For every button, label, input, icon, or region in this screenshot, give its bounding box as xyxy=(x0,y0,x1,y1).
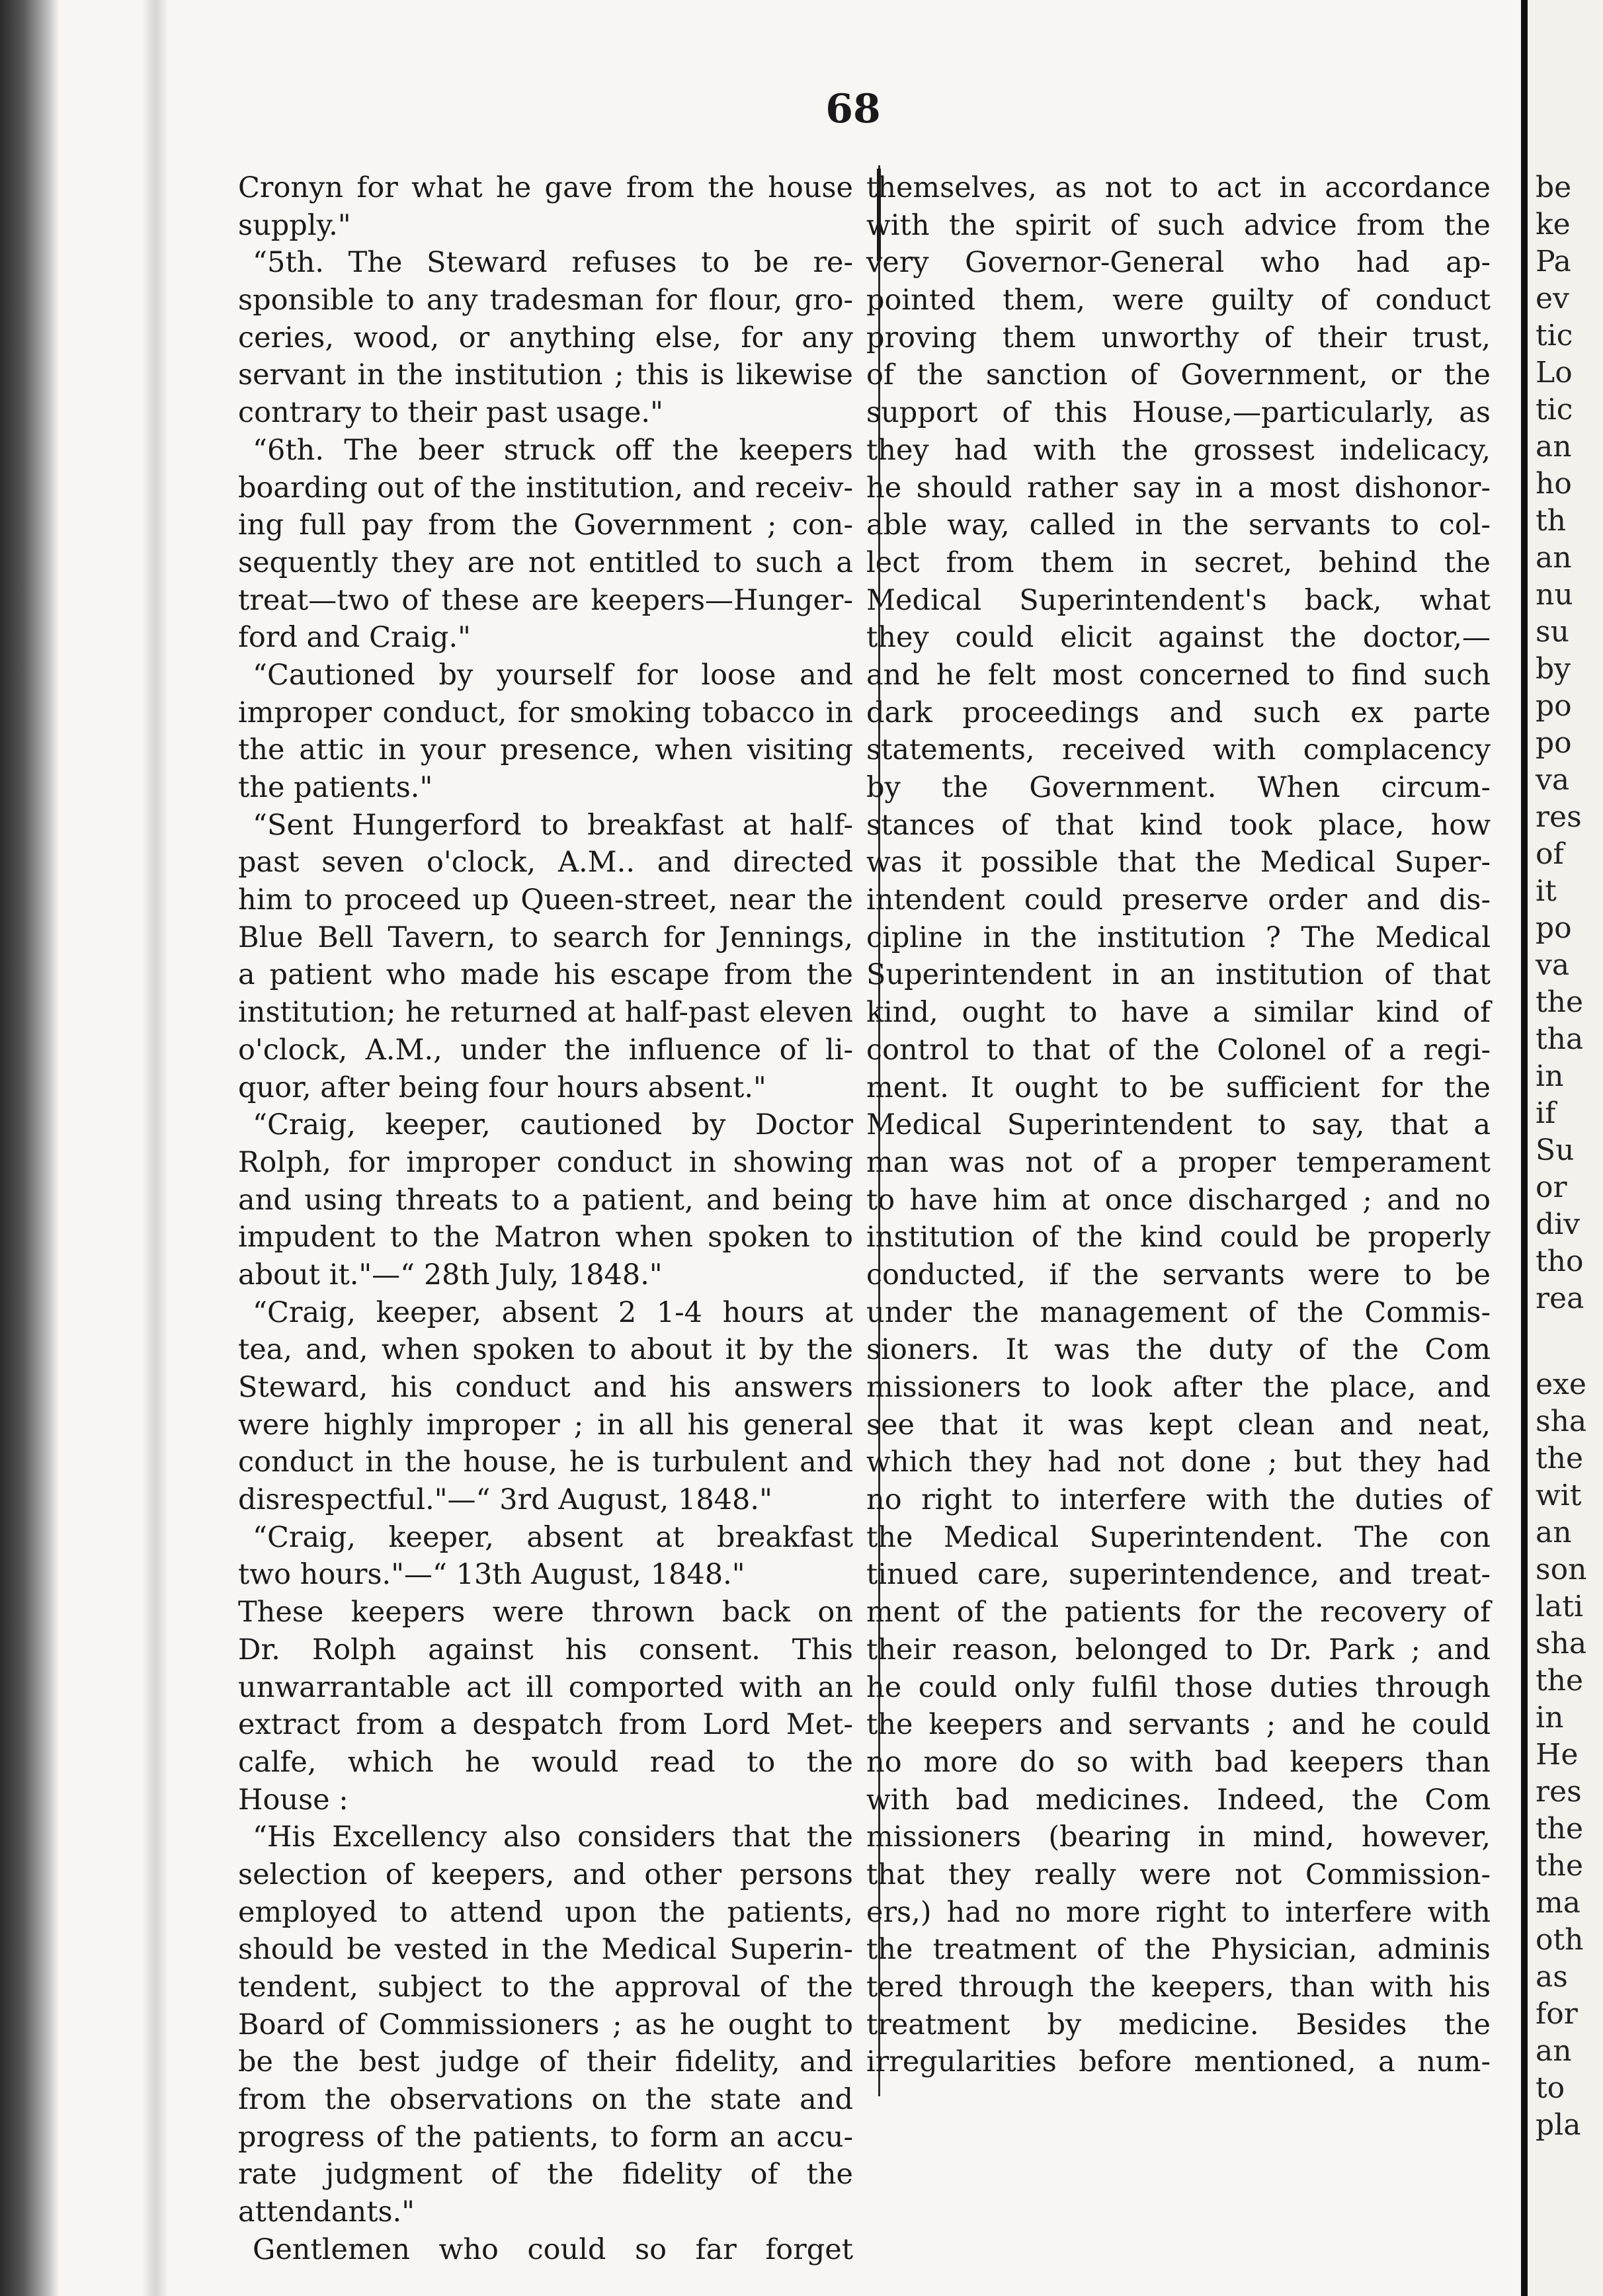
facing-page-fragment: sha xyxy=(1536,1627,1587,1660)
text-line: man was not of a proper temperament xyxy=(866,1145,1491,1179)
left-column xyxy=(238,169,853,2269)
facing-page-fragment: be xyxy=(1536,171,1572,204)
text-line: tea, and, when spoken to about it by the xyxy=(238,1333,853,1367)
text-line: were highly improper ; in all his general xyxy=(238,1408,853,1442)
text-line: quor, after being four hours absent." xyxy=(238,1071,766,1104)
text-line: two hours."—“ 13th August, 1848." xyxy=(238,1558,745,1592)
text-line: contrary to their past usage." xyxy=(238,396,663,430)
text-line: their reason, belonged to Dr. Park ; and xyxy=(866,1633,1491,1666)
text-line: boarding out of the institution, and receiv- xyxy=(238,471,853,505)
facing-page-fragment: in xyxy=(1536,1059,1564,1093)
facing-page-fragment: va xyxy=(1536,948,1570,982)
text-line: “Sent Hungerford to breakfast at half- xyxy=(253,808,853,842)
text-line: should be vested in the Medical Superin- xyxy=(238,1933,853,1967)
facing-page-fragment: ke xyxy=(1536,208,1571,241)
text-line: the patients." xyxy=(238,771,433,804)
facing-page-fragment: ho xyxy=(1536,467,1572,501)
text-line: lect from them in secret, behind the xyxy=(866,546,1491,579)
facing-page-fragment: the xyxy=(1536,1442,1584,1475)
text-line: cipline in the institution ? The Medical xyxy=(866,921,1491,954)
text-line: Dr. Rolph against his consent. This xyxy=(238,1633,853,1666)
text-line: Board of Commissioners ; as he ought to xyxy=(238,2008,853,2041)
facing-page-fragment: res xyxy=(1536,1775,1582,1809)
text-line: These keepers were thrown back on xyxy=(238,1596,853,1629)
text-line: the treatment of the Physician, adminis xyxy=(866,1933,1491,1967)
text-line: “5th. The Steward refuses to be re- xyxy=(253,246,853,280)
facing-page-fragment: wit xyxy=(1536,1479,1582,1512)
facing-page-fragment: rea xyxy=(1536,1282,1584,1315)
facing-page-fragment: po xyxy=(1536,689,1572,723)
text-line: progress of the patients, to form an accu- xyxy=(238,2120,853,2154)
facing-page-fragment: nu xyxy=(1536,578,1573,612)
text-line: “His Excellency also considers that the xyxy=(253,1821,853,1854)
text-line: unwarrantable act ill comported with an xyxy=(238,1670,853,1704)
text-line: Gentlemen who could so far forget xyxy=(253,2233,853,2266)
text-line: institution of the kind could be properly xyxy=(866,1221,1491,1254)
text-line: improper conduct, for smoking tobacco in xyxy=(238,696,853,729)
facing-page-fragment: an xyxy=(1536,541,1572,575)
facing-page-fragment: He xyxy=(1536,1738,1579,1772)
text-line: no more do so with bad keepers than xyxy=(866,1745,1491,1779)
text-line: dark proceedings and such ex parte xyxy=(866,696,1491,729)
facing-page-fragment: tho xyxy=(1536,1245,1584,1278)
binding-shadow xyxy=(0,0,60,2296)
text-line: House : xyxy=(238,1783,349,1817)
facing-page-edge xyxy=(1521,0,1528,2296)
text-line: see that it was kept clean and neat, xyxy=(866,1408,1491,1442)
text-line: and he felt most concerned to find such xyxy=(866,658,1491,692)
text-line: servant in the institution ; this is likewise xyxy=(238,358,853,392)
text-line: of the sanction of Government, or the xyxy=(866,358,1491,392)
facing-page-fragment: son xyxy=(1536,1553,1587,1586)
facing-page-fragment: for xyxy=(1536,1997,1578,2031)
facing-page-fragment: in xyxy=(1536,1701,1564,1735)
text-line: ford and Craig." xyxy=(238,621,471,655)
facing-page-fragment: exe xyxy=(1536,1368,1586,1401)
facing-page-fragment: su xyxy=(1536,615,1569,649)
text-line: “Cautioned by yourself for loose and xyxy=(253,658,853,692)
text-line: conducted, if the servants were to be xyxy=(866,1258,1491,1292)
facing-page-fragment: tha xyxy=(1536,1022,1584,1056)
text-line: they could elicit against the doctor,— xyxy=(866,621,1491,655)
facing-page xyxy=(1528,0,1603,2296)
facing-page-fragment: tic xyxy=(1536,393,1573,427)
text-line: attendants." xyxy=(238,2195,415,2229)
text-line: rate judgment of the fidelity of the xyxy=(238,2158,853,2192)
text-line: very Governor-General who had ap- xyxy=(866,246,1491,280)
facing-page-fragment: po xyxy=(1536,911,1572,945)
text-line: him to proceed up Queen-street, near the xyxy=(238,883,853,917)
text-line: no right to interfere with the duties of xyxy=(866,1483,1491,1517)
text-line: pointed them, were guilty of conduct xyxy=(866,284,1491,317)
text-line: was it possible that the Medical Super- xyxy=(866,846,1491,880)
text-line: Rolph, for improper conduct in showing xyxy=(238,1145,853,1179)
text-line: disrespectful."—“ 3rd August, 1848." xyxy=(238,1483,772,1517)
text-line: the Medical Superintendent. The con xyxy=(866,1520,1491,1554)
facing-page-fragment: pla xyxy=(1536,2108,1581,2142)
text-line: irregularities before mentioned, a num- xyxy=(866,2045,1491,2079)
text-line: ceries, wood, or anything else, for any xyxy=(238,321,853,354)
text-line: missioners (bearing in mind, however, xyxy=(866,1821,1491,1854)
text-line: kind, ought to have a similar kind of xyxy=(866,996,1491,1030)
facing-page-fragment: ev xyxy=(1536,282,1569,315)
text-line: employed to attend upon the patients, xyxy=(238,1895,853,1929)
text-line: from the observations on the state and xyxy=(238,2083,853,2117)
facing-page-fragment: Pa xyxy=(1536,245,1571,278)
text-line: stances of that kind took place, how xyxy=(866,808,1491,842)
text-line: by the Government. When circum- xyxy=(866,771,1491,804)
facing-page-fragment: of xyxy=(1536,837,1564,871)
text-line: that they really were not Commission- xyxy=(866,1858,1491,1891)
facing-page-fragment: po xyxy=(1536,726,1572,760)
facing-page-fragment: to xyxy=(1536,2071,1565,2105)
text-line: the keepers and servants ; and he could xyxy=(866,1708,1491,1742)
text-line: and using threats to a patient, and being xyxy=(238,1183,853,1217)
text-line: tinued care, superintendence, and treat- xyxy=(866,1558,1491,1592)
text-line: extract from a despatch from Lord Met- xyxy=(238,1708,853,1742)
text-line: “Craig, keeper, absent at breakfast xyxy=(253,1520,853,1554)
text-line: Blue Bell Tavern, to search for Jennings, xyxy=(238,921,853,954)
facing-page-fragment: ma xyxy=(1536,1886,1581,1920)
text-line: the attic in your presence, when visiting xyxy=(238,733,853,767)
text-line: support of this House,—particularly, as xyxy=(866,396,1491,430)
text-line: supply." xyxy=(238,208,351,242)
text-line: past seven o'clock, A.M.. and directed xyxy=(238,846,853,880)
text-line: sioners. It was the duty of the Com xyxy=(866,1333,1491,1367)
text-line: treat—two of these are keepers—Hunger- xyxy=(238,583,853,617)
text-line: with bad medicines. Indeed, the Com xyxy=(866,1783,1491,1817)
text-line: o'clock, A.M., under the influence of li- xyxy=(238,1033,853,1067)
facing-page-fragment: an xyxy=(1536,1516,1572,1549)
text-line: proving them unworthy of their trust, xyxy=(866,321,1491,354)
text-line: themselves, as not to act in accordance xyxy=(866,171,1491,204)
facing-page-fragment: the xyxy=(1536,1849,1584,1883)
facing-page-fragment: an xyxy=(1536,2034,1572,2068)
text-line: ment of the patients for the recovery of xyxy=(866,1596,1491,1629)
facing-page-fragment: th xyxy=(1536,504,1567,538)
facing-page-fragment: oth xyxy=(1536,1923,1584,1957)
text-line: to have him at once discharged ; and no xyxy=(866,1183,1491,1217)
facing-page-fragment: div xyxy=(1536,1208,1581,1241)
facing-page-fragment: the xyxy=(1536,1812,1584,1846)
facing-page-fragment: Su xyxy=(1536,1133,1575,1167)
text-line: tered through the keepers, than with his xyxy=(866,1971,1491,2004)
text-line: they had with the grossest indelicacy, xyxy=(866,433,1491,467)
text-line: “Craig, keeper, cautioned by Doctor xyxy=(253,1108,853,1142)
facing-page-fragment: if xyxy=(1536,1096,1556,1130)
page-number: 68 xyxy=(825,86,881,132)
text-line: statements, received with complacency xyxy=(866,733,1491,767)
facing-page-fragment: va xyxy=(1536,763,1570,797)
text-line: he should rather say in a most dishonor- xyxy=(866,471,1491,505)
text-line: intendent could preserve order and dis- xyxy=(866,883,1491,917)
text-line: “6th. The beer struck off the keepers xyxy=(253,433,853,467)
binding-fold xyxy=(142,0,169,2296)
text-line: missioners to look after the place, and xyxy=(866,1371,1491,1404)
text-line: Superintendent in an institution of that xyxy=(866,958,1491,992)
text-line: sequently they are not entitled to such a xyxy=(238,546,853,579)
facing-page-fragment: as xyxy=(1536,1960,1568,1994)
text-line: conduct in the house, he is turbulent and xyxy=(238,1446,853,1479)
text-line: Cronyn for what he gave from the house xyxy=(238,171,853,204)
facing-page-fragment: the xyxy=(1536,1664,1584,1698)
text-line: institution; he returned at half-past eleven xyxy=(238,996,853,1030)
text-line: Medical Superintendent to say, that a xyxy=(866,1108,1491,1142)
facing-page-fragment: the xyxy=(1536,985,1584,1019)
text-line: ers,) had no more right to interfere with xyxy=(866,1895,1491,1929)
text-line: be the best judge of their fidelity, and xyxy=(238,2045,853,2079)
text-line: calfe, which he would read to the xyxy=(238,1745,853,1779)
text-line: under the management of the Commis- xyxy=(866,1295,1491,1329)
facing-page-fragment: sha xyxy=(1536,1405,1587,1438)
text-line: he could only fulfil those duties through xyxy=(866,1670,1491,1704)
text-line: tendent, subject to the approval of the xyxy=(238,1971,853,2004)
facing-page-fragment: tic xyxy=(1536,319,1573,352)
text-line: able way, called in the servants to col- xyxy=(866,509,1491,542)
text-line: “Craig, keeper, absent 2 1-4 hours at xyxy=(253,1295,853,1329)
text-line: treatment by medicine. Besides the xyxy=(866,2008,1491,2041)
facing-page-fragment: or xyxy=(1536,1170,1567,1204)
text-line: Steward, his conduct and his answers xyxy=(238,1371,853,1404)
text-line: with the spirit of such advice from the xyxy=(866,208,1491,242)
text-line: about it."—“ 28th July, 1848." xyxy=(238,1258,663,1292)
text-line: ing full pay from the Government ; con- xyxy=(238,509,853,542)
text-line: selection of keepers, and other persons xyxy=(238,1858,853,1891)
facing-page-fragment: lati xyxy=(1536,1590,1584,1623)
facing-page-fragment: Lo xyxy=(1536,356,1573,390)
text-line: sponsible to any tradesman for flour, gro- xyxy=(238,284,853,317)
facing-page-fragment: it xyxy=(1536,874,1557,908)
text-line: a patient who made his escape from the xyxy=(238,958,853,992)
facing-page-fragment: res xyxy=(1536,800,1582,834)
text-line: Medical Superintendent's back, what xyxy=(866,583,1491,617)
facing-page-fragment: an xyxy=(1536,430,1572,464)
text-line: ment. It ought to be sufficient for the xyxy=(866,1071,1491,1104)
right-column xyxy=(866,169,1491,2081)
facing-page-fragment: by xyxy=(1536,652,1571,686)
text-line: control to that of the Colonel of a regi- xyxy=(866,1033,1491,1067)
text-line: impudent to the Matron when spoken to xyxy=(238,1221,853,1254)
text-line: which they had not done ; but they had xyxy=(866,1446,1491,1479)
